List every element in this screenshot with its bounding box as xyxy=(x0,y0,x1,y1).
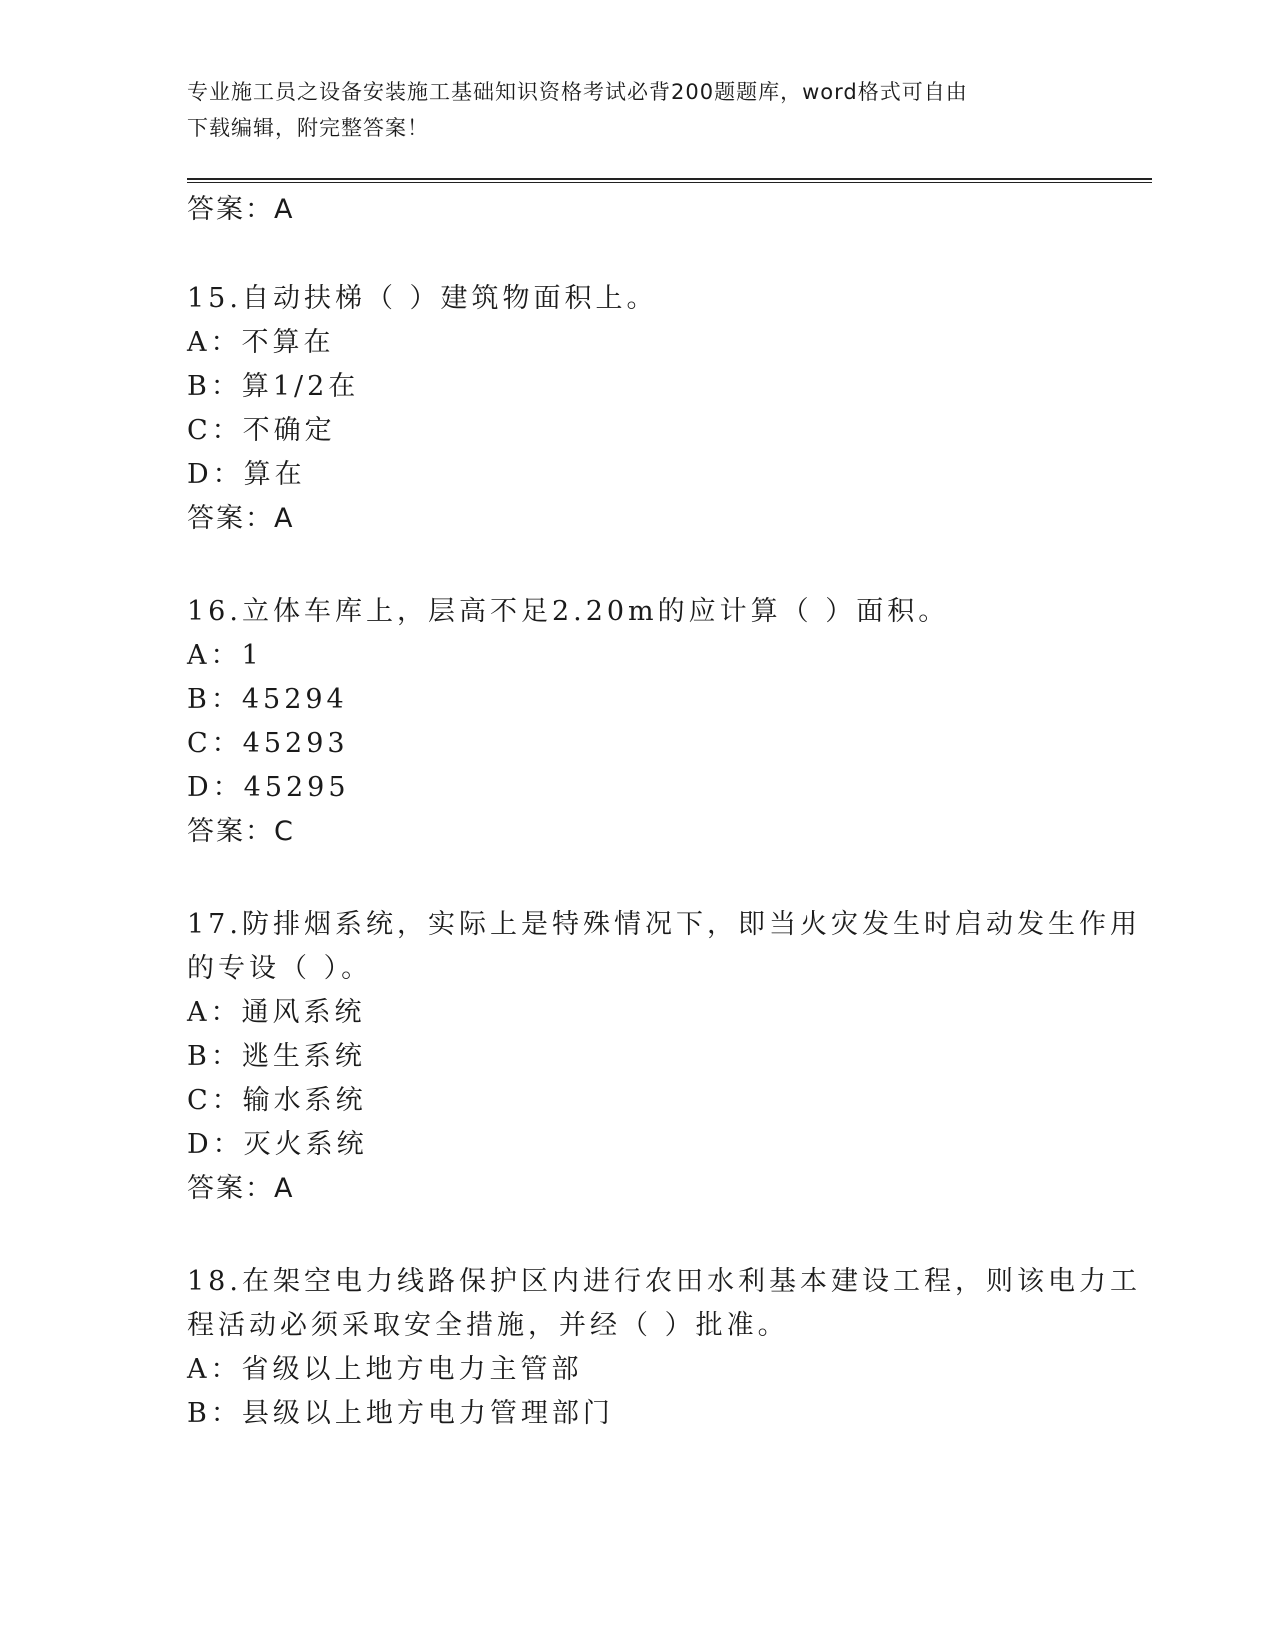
question-18-option-a: A：省级以上地方电力主管部 xyxy=(187,1354,583,1385)
question-18-text-line-1: 18.在架空电力线路保护区内进行农田水利基本建设工程，则该电力工 xyxy=(187,1266,1141,1297)
answer-q16: 答案：C xyxy=(187,816,295,847)
header-divider-thin xyxy=(187,182,1152,183)
question-18-option-b: B：县级以上地方电力管理部门 xyxy=(187,1398,614,1429)
question-16-option-c: C：45293 xyxy=(187,728,349,759)
question-15-text: 15.自动扶梯（ ）建筑物面积上。 xyxy=(187,283,658,314)
question-16-text: 16.立体车库上，层高不足2.20m的应计算（ ）面积。 xyxy=(187,596,950,627)
question-15-option-c: C：不确定 xyxy=(187,415,336,446)
question-16-option-a: A：1 xyxy=(187,640,263,671)
answer-q14: 答案：A xyxy=(187,194,295,225)
question-17-text-line-1: 17.防排烟系统，实际上是特殊情况下，即当火灾发生时启动发生作用 xyxy=(187,909,1141,940)
question-17-option-c: C：输水系统 xyxy=(187,1085,367,1116)
answer-q17: 答案：A xyxy=(187,1173,295,1204)
question-16-option-d: D：45295 xyxy=(187,772,350,803)
header-line-2: 下载编辑，附完整答案！ xyxy=(187,116,429,140)
question-15-option-d: D：算在 xyxy=(187,459,306,490)
question-16-option-b: B：45294 xyxy=(187,684,348,715)
question-17-option-d: D：灭火系统 xyxy=(187,1129,368,1160)
question-18-text-line-2: 程活动必须采取安全措施，并经（ ）批准。 xyxy=(187,1310,789,1341)
question-17-option-b: B：逃生系统 xyxy=(187,1041,366,1072)
question-15-option-a: A：不算在 xyxy=(187,327,335,358)
header-divider-thick xyxy=(187,178,1152,180)
header-line-1: 专业施工员之设备安装施工基础知识资格考试必背200题题库，word格式可自由 xyxy=(187,80,968,104)
answer-q15: 答案：A xyxy=(187,503,295,534)
question-17-text-line-2: 的专设（ ）。 xyxy=(187,953,373,984)
document-header xyxy=(187,74,1067,146)
question-17-option-a: A：通风系统 xyxy=(187,997,366,1028)
question-15-option-b: B：算1/2在 xyxy=(187,371,360,402)
